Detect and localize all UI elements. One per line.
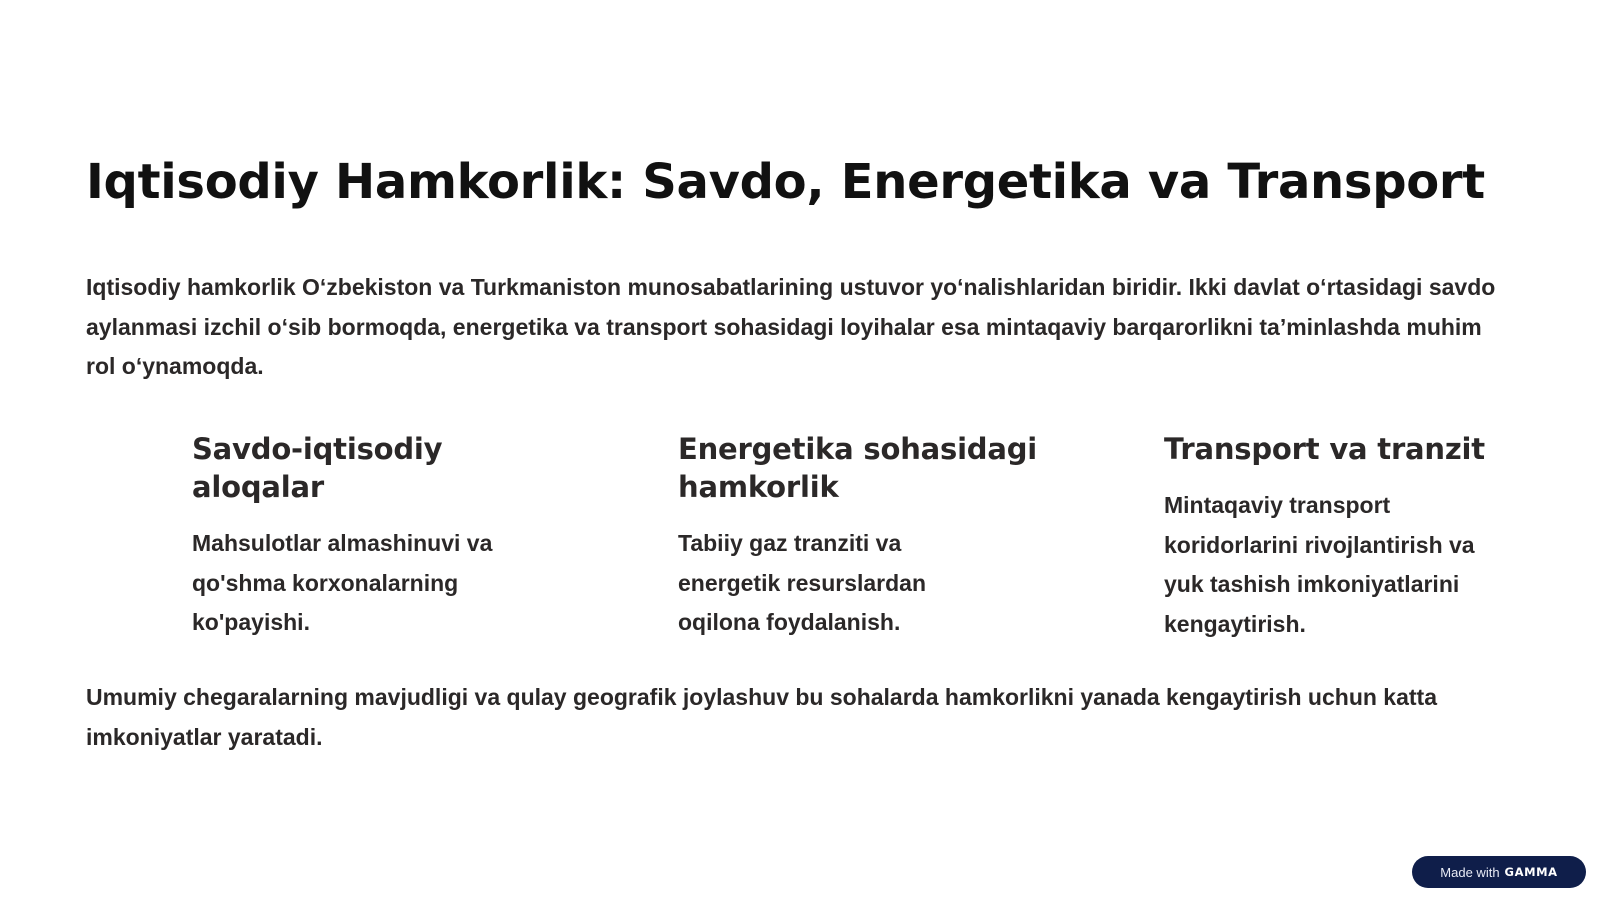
column-heading: Transport va tranzit — [1164, 432, 1485, 466]
made-with-gamma-badge[interactable] — [1412, 856, 1586, 888]
column-text: Mintaqaviy transport koridorlarini rivojlantirish va yuk tashish imkoniyatlarini kengaytirish. — [1164, 492, 1475, 637]
outro-paragraph: Umumiy chegaralarning mavjudligi va qulay geografik joylashuv bu sohalarda hamkorlikni yanada kengaytirish uchun katta imkoniyatlar yaratadi. — [86, 684, 1438, 750]
column-trade — [192, 430, 552, 643]
column-text: Mahsulotlar almashinuvi va qo'shma korxonalarning ko'payishi. — [192, 530, 493, 635]
gamma-logo: GAMMA — [1504, 865, 1558, 879]
column-heading: Savdo-iqtisodiy aloqalar — [192, 432, 443, 504]
intro-paragraph: Iqtisodiy hamkorlik Oʻzbekiston va Turkmaniston munosabatlarining ustuvor yoʻnalishlaridan biridir. Ikki davlat oʻrtasidagi savdo aylanmasi izchil oʻsib bormoqda, energetika va transport sohasidagi loyihalar esa mintaqaviy barqarorlikni taʼminlashda muhim rol oʻynamoqda. — [86, 274, 1496, 379]
badge-prefix: Made with — [1440, 864, 1500, 880]
slide-title: Iqtisodiy Hamkorlik: Savdo, Energetika va Transport — [86, 154, 1485, 210]
column-transport — [1164, 430, 1524, 644]
column-text: Tabiiy gaz tranziti va energetik resurslardan oqilona foydalanish. — [678, 530, 927, 635]
column-heading: Energetika sohasidagi hamkorlik — [678, 432, 1038, 504]
column-energy — [678, 430, 1038, 643]
